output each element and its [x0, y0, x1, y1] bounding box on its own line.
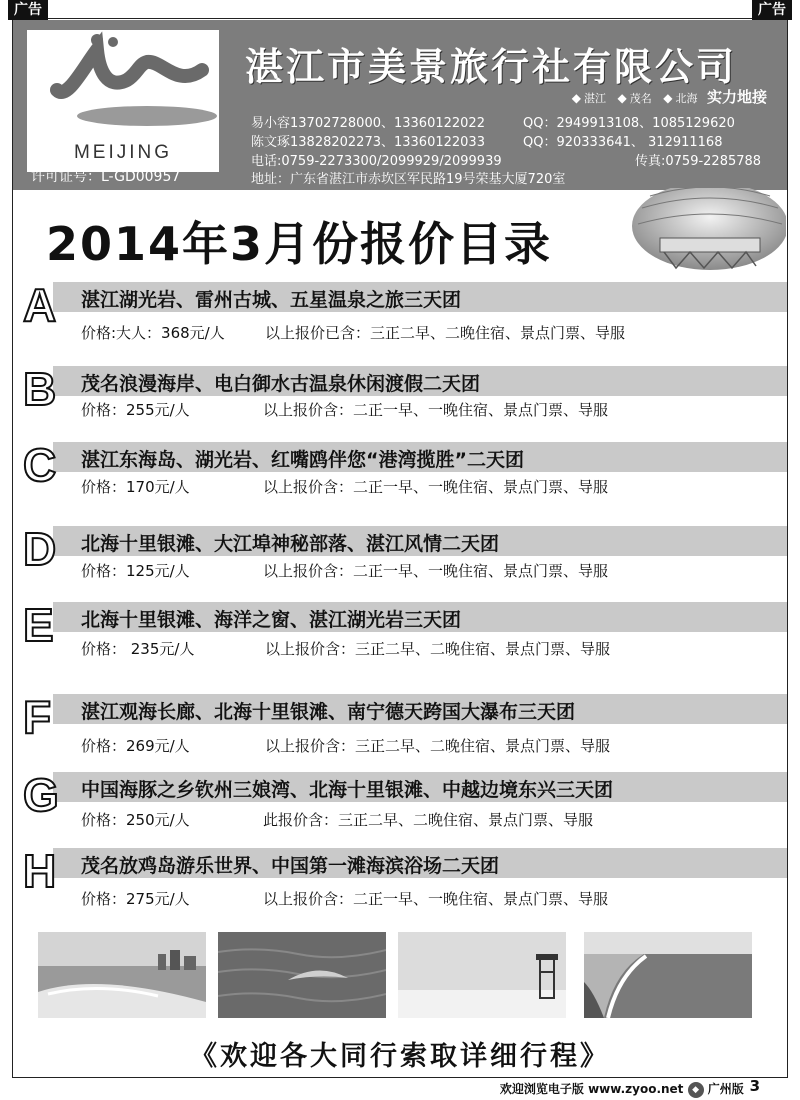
route-includes: 以上报价含：三正二早、二晚住宿、景点门票、导服: [265, 640, 611, 658]
route-b: [13, 363, 787, 436]
route-c: [13, 439, 787, 512]
route-d: [13, 523, 787, 596]
route-f: [13, 691, 787, 764]
company-header: [13, 20, 787, 190]
route-price: 价格：125元/人: [81, 562, 190, 580]
city-beihai: ◆ 北海: [663, 92, 697, 105]
route-title: 湛江湖光岩、雷州古城、五星温泉之旅三天团: [81, 289, 462, 311]
office-phone: 电话:0759-2273300/2099929/2099939: [251, 154, 502, 169]
photo-coastline: [584, 932, 752, 1018]
route-price: 价格：255元/人: [81, 401, 190, 419]
route-price: 价格:大人：368元/人: [81, 324, 225, 342]
route-h: [13, 845, 787, 918]
page-footer: [500, 1080, 762, 1098]
route-includes: 以上报价含：二正一早、一晚住宿、景点门票、导服: [263, 562, 609, 580]
footer-text: 欢迎浏览电子版 www.zyoo.net: [499, 1082, 684, 1096]
route-a: [13, 279, 787, 362]
route-letter: C: [23, 439, 57, 491]
route-title: 茂名浪漫海岸、电白御水古温泉休闲渡假二天团: [81, 373, 481, 395]
contact-line-1: [251, 112, 735, 131]
page-number: 3: [749, 1077, 760, 1095]
company-logo: [27, 30, 219, 172]
route-title: 北海十里银滩、海洋之窗、湛江湖光岩三天团: [81, 609, 462, 631]
route-letter: E: [23, 599, 54, 651]
company-address: 地址：广东省湛江市赤坎区军民路19号荣基大厦720室: [251, 172, 566, 187]
route-title: 中国海豚之乡钦州三娘湾、北海十里银滩、中越边境东兴三天团: [81, 779, 614, 801]
badge-icon: ◆: [688, 1082, 704, 1098]
route-includes: 以上报价已含：三正二早、二晚住宿、景点门票、导服: [265, 324, 626, 342]
route-price: 价格：275元/人: [81, 890, 190, 908]
contact-line-2: [251, 131, 723, 150]
footer-edition: 广州版: [707, 1082, 744, 1096]
ad-label-left: 广告: [8, 0, 48, 20]
photo-beach-town: [38, 932, 206, 1018]
logo-text: MEIJING: [73, 142, 173, 163]
ad-label-right: 广告: [752, 0, 792, 20]
city-maoming: ◆ 茂名: [618, 92, 652, 105]
route-e: [13, 599, 787, 672]
route-title: 茂名放鸡岛游乐世界、中国第一滩海滨浴场二天团: [81, 855, 500, 877]
catalog-title: 2014年3月份报价目录: [46, 217, 553, 271]
photo-dolphins: [218, 932, 386, 1018]
contact-1-phones: 易小容13702728000、13360122022: [251, 116, 485, 131]
route-includes: 以上报价含：二正一早、一晚住宿、景点门票、导服: [263, 401, 609, 419]
route-price: 价格：250元/人: [81, 811, 190, 829]
route-price: 价格： 235元/人: [81, 640, 195, 658]
company-name: 湛江市美景旅行社有限公司: [245, 45, 738, 89]
route-includes: 以上报价含：二正一早、一晚住宿、景点门票、导服: [263, 478, 609, 496]
slogan-row: [564, 86, 767, 107]
fax-number: 传真:0759-2285788: [635, 154, 762, 169]
route-letter: B: [23, 363, 57, 415]
route-price: 价格：269元/人: [81, 737, 190, 755]
route-letter: H: [23, 845, 57, 897]
route-includes: 以上报价含：三正二早、二晚住宿、景点门票、导服: [265, 737, 611, 755]
contact-1-qq: QQ：2949913108、1085129620: [523, 116, 735, 131]
route-g: [13, 769, 787, 842]
route-letter: F: [23, 691, 52, 743]
route-letter: D: [23, 523, 57, 575]
welcome-message: 《欢迎各大同行索取详细行程》: [190, 1041, 610, 1072]
lantern-decoration: [620, 188, 786, 280]
route-title: 湛江东海岛、湖光岩、红嘴鸥伴您“港湾揽胜”二天团: [81, 449, 524, 471]
route-price: 价格：170元/人: [81, 478, 190, 496]
route-letter: A: [23, 279, 57, 331]
route-includes: 以上报价含：二正一早、一晚住宿、景点门票、导服: [263, 890, 609, 908]
route-title: 湛江观海长廊、北海十里银滩、南宁德天跨国大瀑布三天团: [81, 701, 576, 723]
city-zhanjiang: ◆ 湛江: [572, 92, 606, 105]
route-title: 北海十里银滩、大江埠神秘部落、湛江风情二天团: [81, 533, 500, 555]
license-number: 许可证号：L-GD00957: [31, 169, 181, 185]
contact-2-qq: QQ：920333641、 312911168: [523, 135, 723, 150]
contact-2-phones: 陈文琢13828202273、13360122033: [251, 135, 485, 150]
route-letter: G: [23, 769, 59, 821]
logo-swoosh-icon: [27, 30, 219, 140]
contact-line-3: [251, 150, 762, 169]
route-includes: 此报价含：三正二早、二晚住宿、景点门票、导服: [263, 811, 594, 829]
photo-tower-beach: [398, 932, 566, 1018]
slogan: 实力地接: [706, 88, 767, 106]
